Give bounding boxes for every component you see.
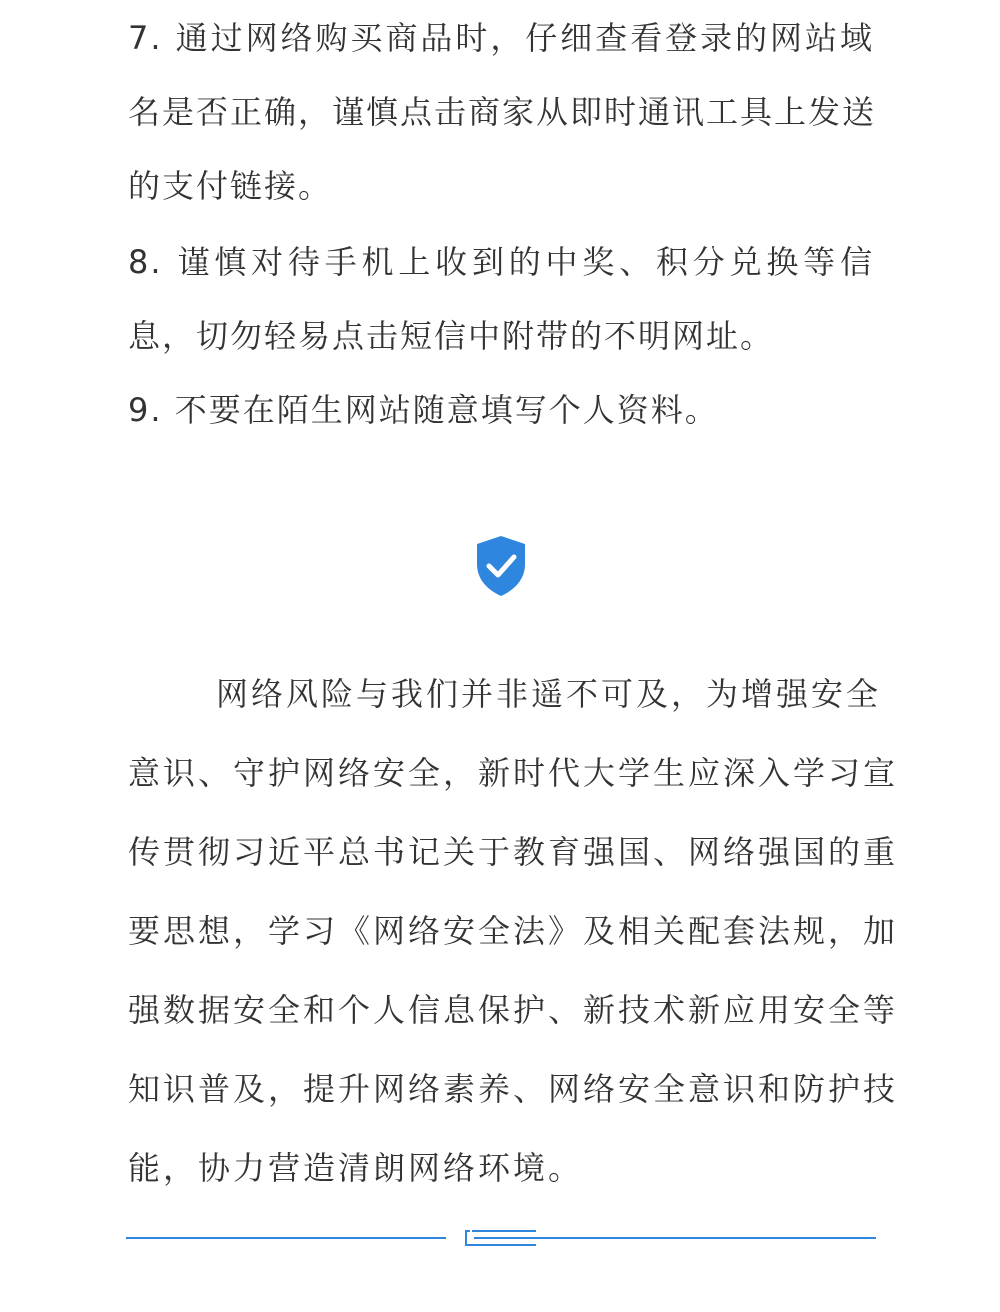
conclusion-line-4: 要思想，学习《网络安全法》及相关配套法规，加 — [128, 912, 899, 950]
tip-9-line-1: 9. 不要在陌生网站随意填写个人资料。 — [128, 391, 719, 429]
conclusion-line-1: 网络风险与我们并非遥不可及，为增强安全 — [216, 675, 882, 713]
tip-8-line-2: 息，切勿轻易点击短信中附带的不明网址。 — [128, 317, 775, 355]
tip-7-line-2: 名是否正确，谨慎点击商家从即时通讯工具上发送 — [128, 93, 877, 131]
tip-8-line-1: 8. 谨慎对待手机上收到的中奖、积分兑换等信 — [128, 243, 874, 281]
tip-7-line-1: 7. 通过网络购买商品时，仔细查看登录的网站域 — [128, 19, 874, 57]
conclusion-line-3: 传贯彻习近平总书记关于教育强国、网络强国的重 — [128, 833, 899, 871]
tip-7-line-3: 的支付链接。 — [128, 167, 333, 205]
conclusion-line-5: 强数据安全和个人信息保护、新技术新应用安全等 — [128, 991, 899, 1029]
ornament-divider-icon — [126, 1222, 876, 1254]
conclusion-line-2: 意识、守护网络安全，新时代大学生应深入学习宣 — [128, 754, 899, 792]
shield-check-icon — [474, 534, 528, 598]
conclusion-line-7: 能，协力营造清朗网络环境。 — [128, 1149, 584, 1187]
conclusion-line-6: 知识普及，提升网络素养、网络安全意识和防护技 — [128, 1070, 899, 1108]
